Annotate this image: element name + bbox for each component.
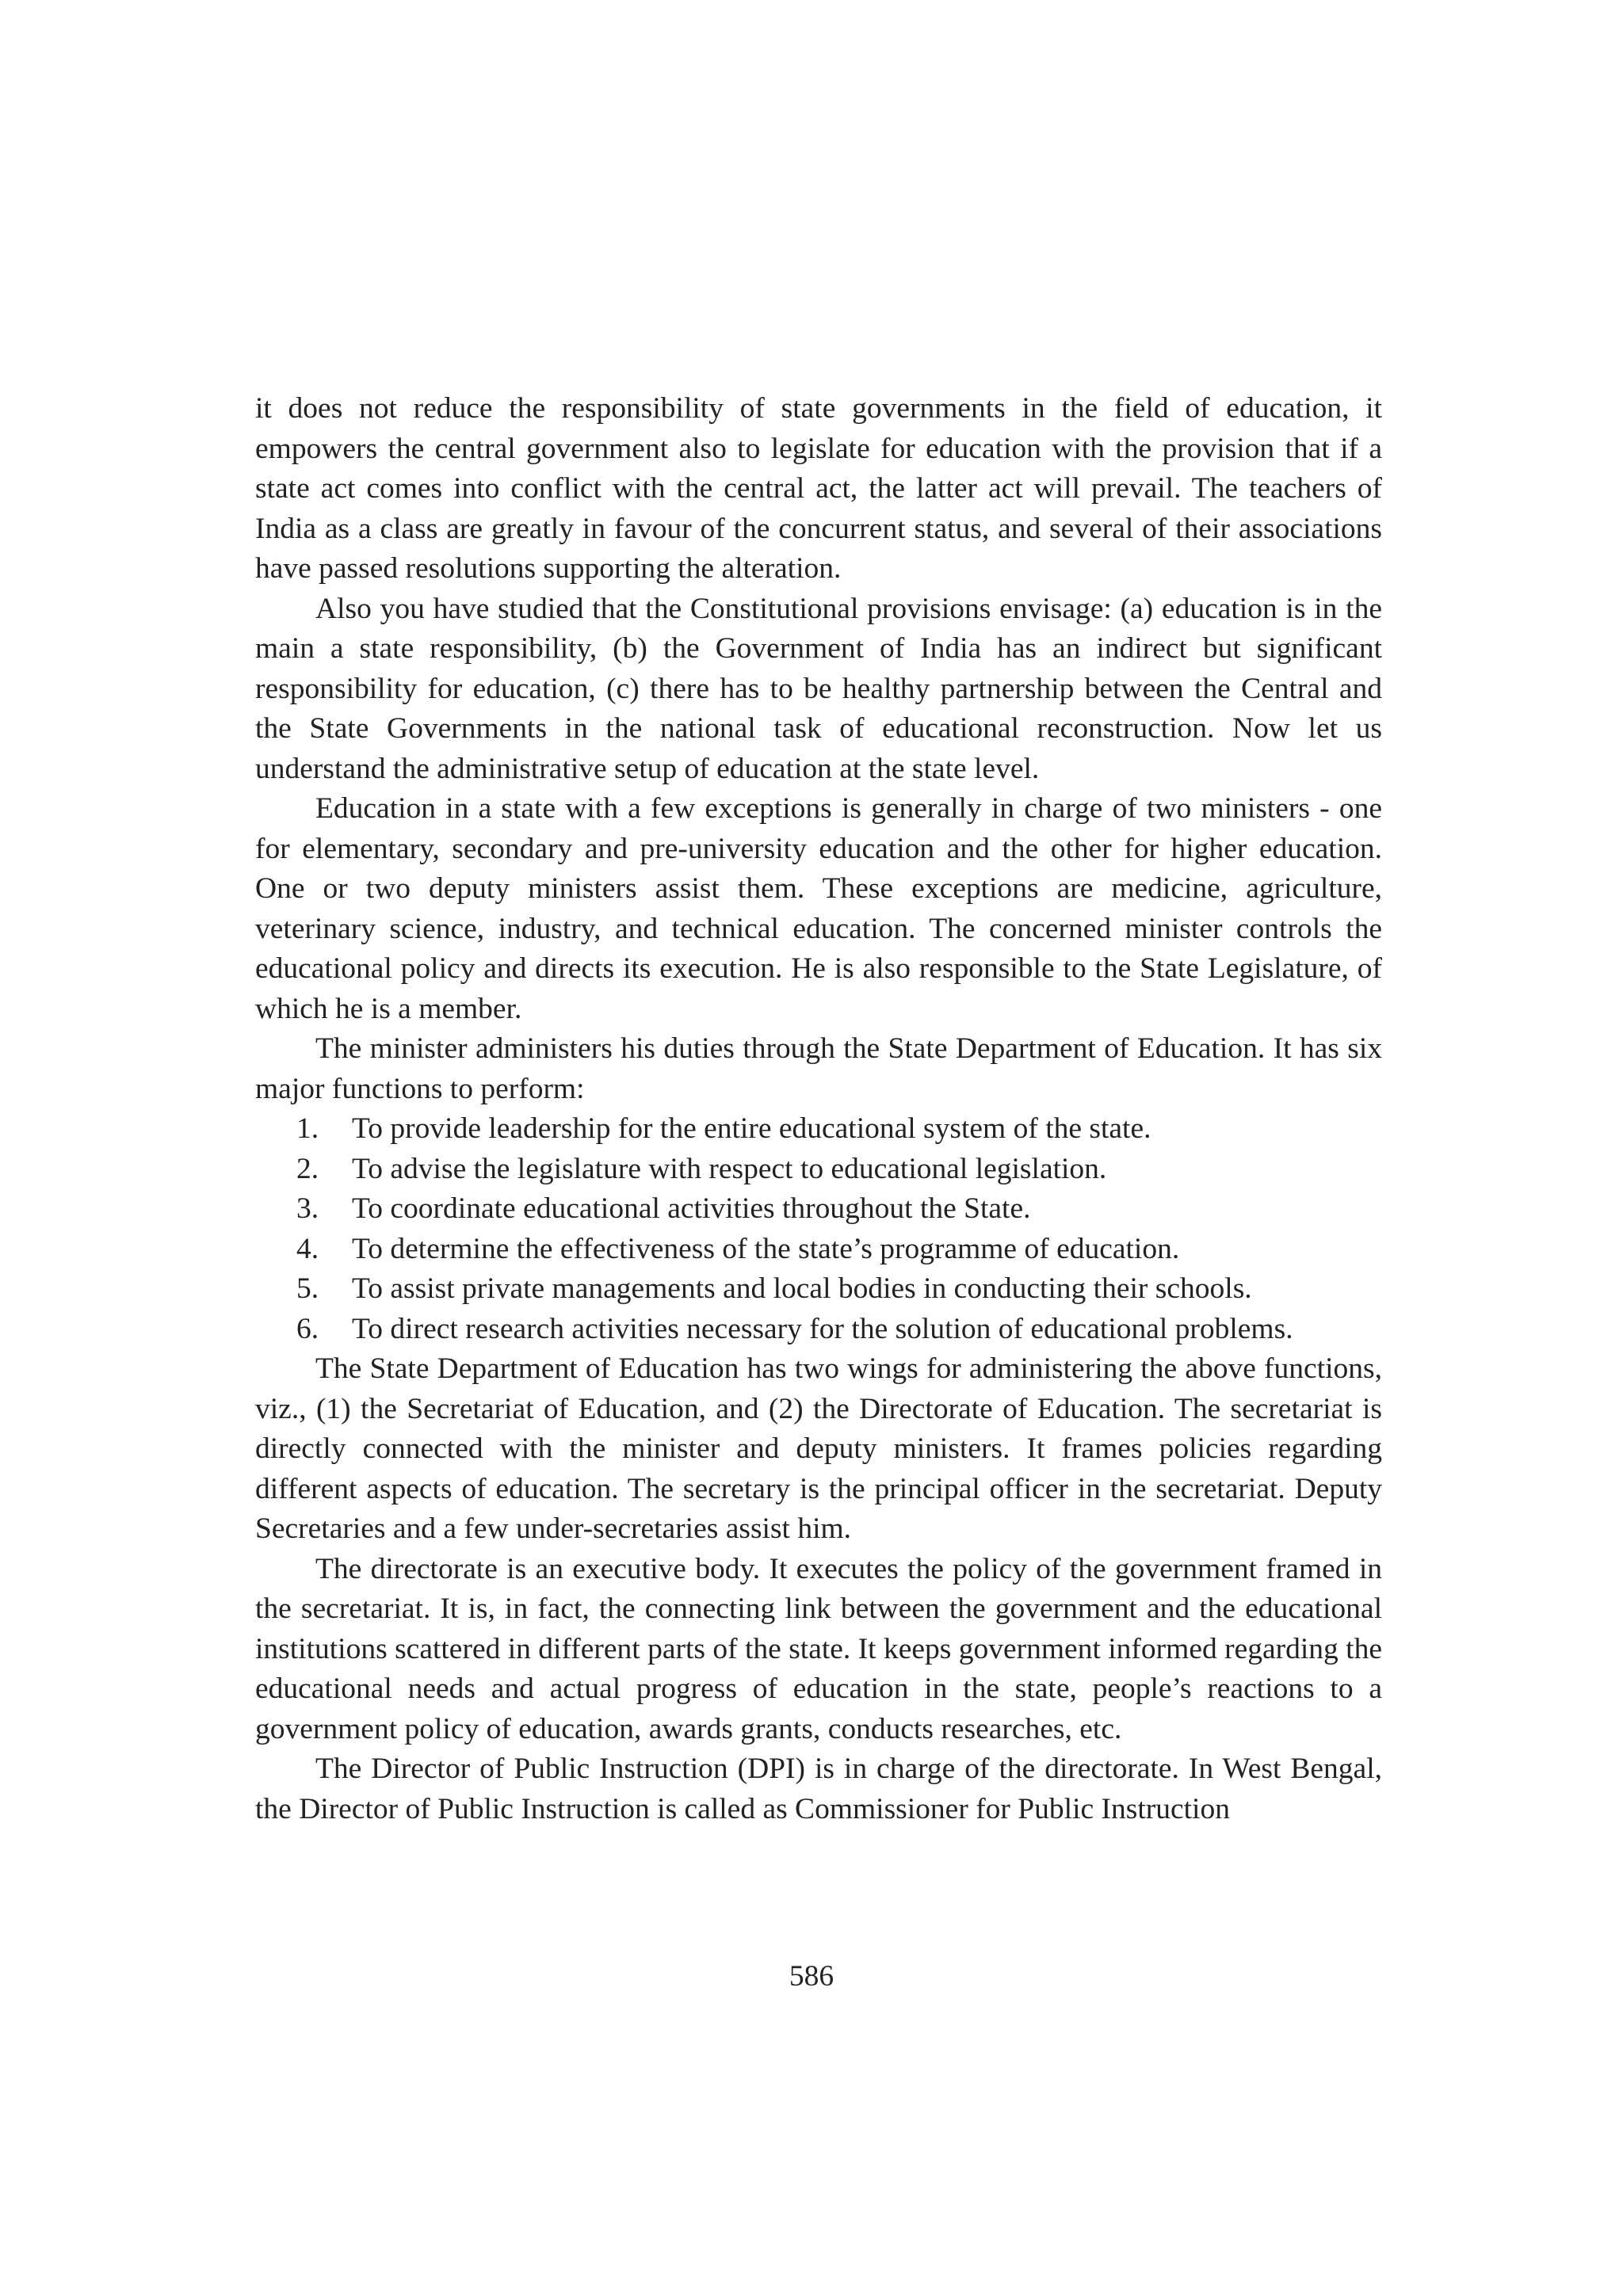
paragraph-constitutional-provisions: Also you have studied that the Constitutional provisions envisage: (a) education is in the main a state responsibility, (b) the Government of India has an indirect but significant responsibility for education, (c) there has to be healthy partnership between the Central and the State Governments in the national task of educational reconstruction. Now let us understand the administrative setup of education at the state level. <box>255 592 1382 785</box>
list-item-text: To determine the effectiveness of the state’s programme of education. <box>352 1232 1180 1265</box>
list-item-number: 4. <box>296 1232 319 1265</box>
list-item <box>255 1310 1382 1350</box>
list-item-text: To assist private managements and local bodies in conducting their schools. <box>352 1272 1252 1305</box>
paragraph-continuation: it does not reduce the responsibility of state governments in the field of education, it empowers the central government also to legislate for education with the provision that if a state act comes into conflict with the central act, the latter act will prevail. The teachers of India as a class are greatly in favour of the concurrent status, and several of their associations have passed resolutions supporting the alteration. <box>255 392 1382 585</box>
list-item <box>255 1150 1382 1190</box>
paragraph-two-wings: The State Department of Education has two wings for administering the above functions, viz., (1) the Secretariat of Education, and (2) the Directorate of Education. The secretariat is directly connected with the minister and deputy ministers. It frames policies regarding different aspects of education. The secretary is the principal officer in the secretariat. Deputy Secretaries and a few under-secretaries assist him. <box>255 1352 1382 1545</box>
list-item-number: 2. <box>296 1152 319 1185</box>
list-item-text: To advise the legislature with respect to educational legislation. <box>352 1152 1107 1185</box>
list-item-number: 1. <box>296 1112 319 1145</box>
list-item-number: 3. <box>296 1192 319 1225</box>
paragraph-education-ministers: Education in a state with a few exceptions is generally in charge of two ministers - one for elementary, secondary and pre-university education and the other for higher education. One or two deputy ministers assist them. These exceptions are medicine, agriculture, veterinary science, industry, and technical education. The concerned minister controls the educational policy and directs its execution. He is also responsible to the State Legislature, of which he is a member. <box>255 792 1382 1025</box>
page-number: 586 <box>789 1960 834 1993</box>
list-item <box>255 1269 1382 1310</box>
list-item-number: 5. <box>296 1272 319 1305</box>
list-item <box>255 1109 1382 1150</box>
list-item <box>255 1230 1382 1270</box>
list-item-text: To direct research activities necessary for the solution of educational problems. <box>352 1312 1293 1345</box>
list-item <box>255 1189 1382 1230</box>
page-body <box>255 389 1382 1829</box>
list-item-number: 6. <box>296 1312 319 1345</box>
functions-list <box>255 1109 1382 1349</box>
paragraph-department-functions-intro: The minister administers his duties through the State Department of Education. It has six major functions to perform: <box>255 1032 1382 1105</box>
paragraph-dpi: The Director of Public Instruction (DPI) is in charge of the directorate. In West Bengal, the Director of Public Instruction is called as Commissioner for Public Instruction <box>255 1753 1382 1825</box>
list-item-text: To coordinate educational activities throughout the State. <box>352 1192 1031 1225</box>
paragraph-directorate: The directorate is an executive body. It executes the policy of the government framed in the secretariat. It is, in fact, the connecting link between the government and the educational institutions scattered in different parts of the state. It keeps government informed regarding the educational needs and actual progress of education in the state, people’s reactions to a government policy of education, awards grants, conducts researches, etc. <box>255 1552 1382 1745</box>
list-item-text: To provide leadership for the entire educational system of the state. <box>352 1112 1151 1145</box>
